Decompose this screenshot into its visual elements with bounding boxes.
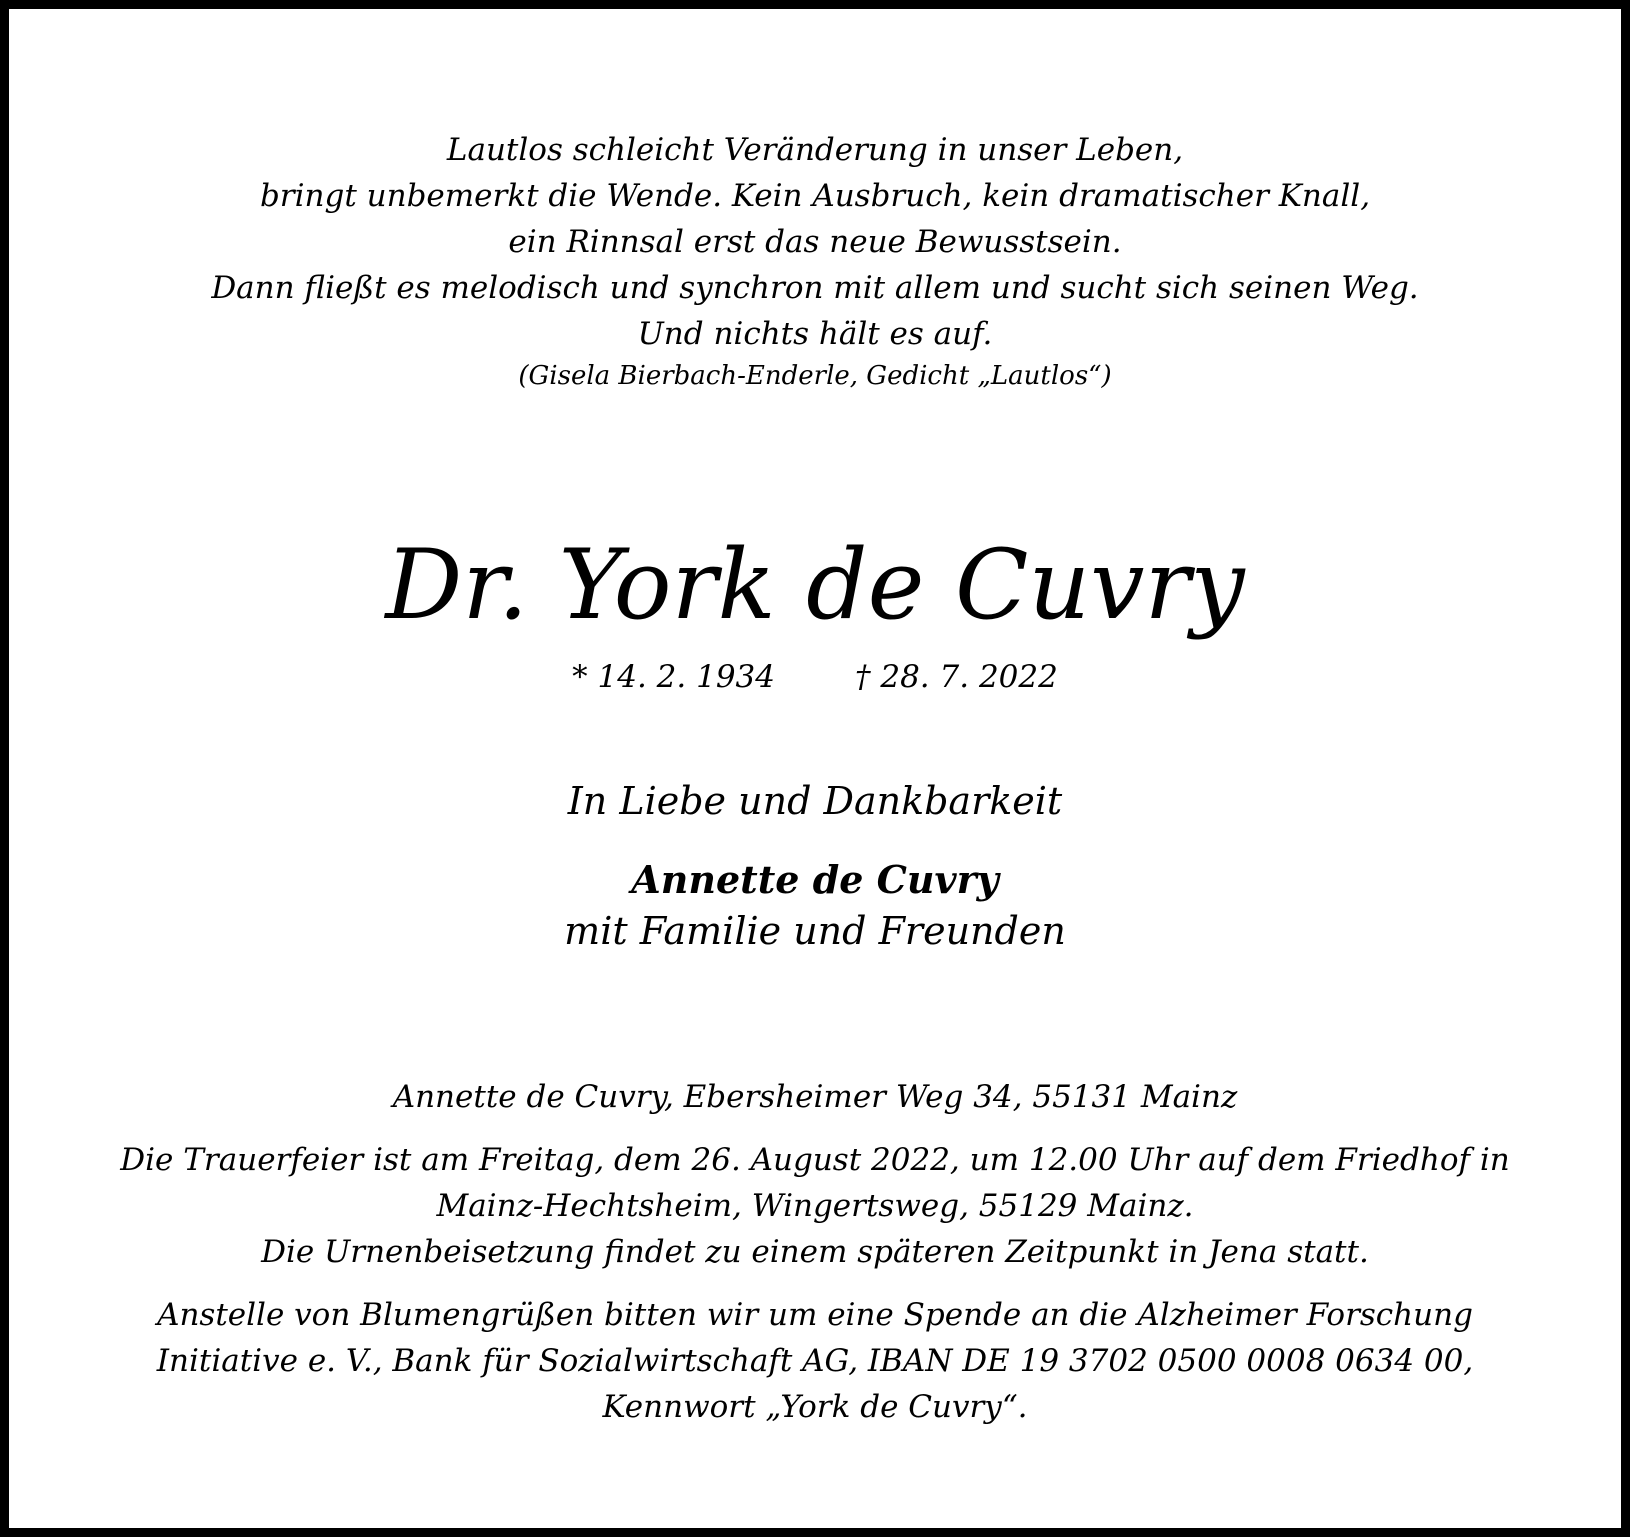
service-line: Mainz-Hechtsheim, Wingertsweg, 55129 Mainz. xyxy=(436,1188,1194,1224)
donation-line: Initiative e. V., Bank für Sozialwirtschaft AG, IBAN DE 19 3702 0500 0008 0634 00, xyxy=(156,1343,1474,1379)
mourners-intro: In Liebe und Dankbarkeit xyxy=(567,779,1063,823)
poem-line: Dann fließt es melodisch und synchron mit allem und sucht sich seinen Weg. xyxy=(211,270,1419,306)
mourner-address: Annette de Cuvry, Ebersheimer Weg 34, 55131 Mainz xyxy=(392,1079,1238,1115)
deceased-name: Dr. York de Cuvry xyxy=(385,529,1245,641)
poem-line: bringt unbemerkt die Wende. Kein Ausbruch, kein dramatischer Knall, xyxy=(259,178,1371,214)
poem-citation: (Gisela Bierbach-Enderle, Gedicht „Lautlos“) xyxy=(518,361,1112,391)
poem-line: Und nichts hält es auf. xyxy=(637,316,993,352)
mourners-with: mit Familie und Freunden xyxy=(564,909,1066,953)
mourner-name: Annette de Cuvry xyxy=(631,857,999,902)
birth-date: * 14. 2. 1934 xyxy=(572,659,775,695)
donation-line: Anstelle von Blumengrüßen bitten wir um eine Spende an die Alzheimer Forschung xyxy=(157,1297,1473,1333)
death-date: † 28. 7. 2022 xyxy=(855,659,1058,695)
donation-line: Kennwort „York de Cuvry“. xyxy=(602,1389,1028,1425)
poem-line: Lautlos schleicht Veränderung in unser Leben, xyxy=(446,132,1184,168)
life-dates xyxy=(9,656,1621,698)
poem-line: ein Rinnsal erst das neue Bewusstsein. xyxy=(508,224,1122,260)
service-line: Die Urnenbeisetzung findet zu einem späteren Zeitpunkt in Jena statt. xyxy=(261,1234,1369,1270)
service-line: Die Trauerfeier ist am Freitag, dem 26. August 2022, um 12.00 Uhr auf dem Friedhof in xyxy=(120,1142,1510,1178)
